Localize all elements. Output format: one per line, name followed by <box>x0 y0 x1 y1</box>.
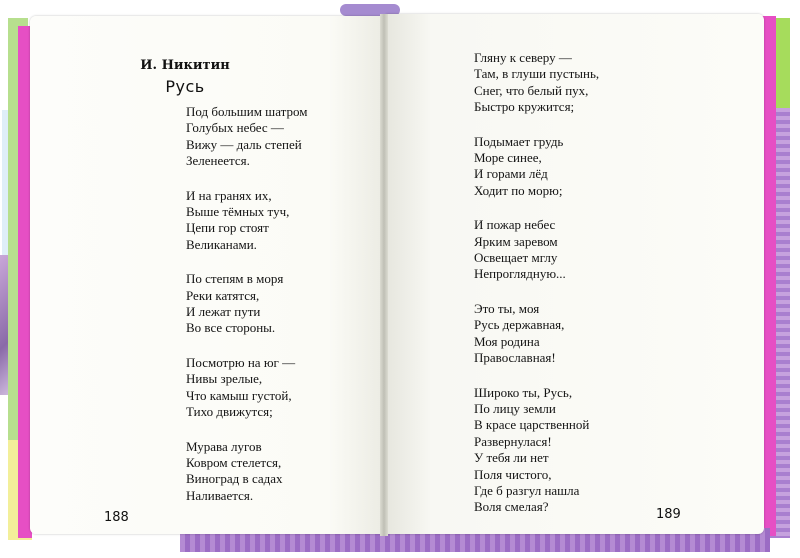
stanza <box>186 104 307 170</box>
poem-line: Нивы зрелые, <box>186 371 263 387</box>
poem-line: И горами лёд <box>474 166 548 182</box>
poem-line: Выше тёмных туч, <box>186 204 290 220</box>
poem-line: Реки катятся, <box>186 287 260 303</box>
poem-line: У тебя ли нет <box>474 450 549 466</box>
poem-line: Во все стороны. <box>186 320 276 336</box>
poem-text-left <box>186 104 307 522</box>
poem-line: Под большим шатром <box>186 104 308 119</box>
page-number-right: 189 <box>656 507 681 522</box>
poem-line: Ярким заревом <box>474 233 558 249</box>
poem-title: Русь <box>165 77 205 96</box>
book-spine <box>380 14 388 536</box>
poem-line: Мурава лугов <box>186 438 262 454</box>
poem-line: Гляну к северу — <box>474 50 572 65</box>
stanza <box>474 134 599 200</box>
poem-line: Где б разгул нашла <box>474 482 580 498</box>
poem-line: Широко ты, Русь, <box>474 384 573 400</box>
poem-line: Что камыш густой, <box>186 387 292 403</box>
poem-line: Ходит по морю; <box>474 182 563 198</box>
poem-line: Голубых небес — <box>186 120 284 136</box>
poem-line: По лицу земли <box>474 400 556 416</box>
poem-line: Наливается. <box>186 487 254 503</box>
poem-line: Непроглядную... <box>474 266 566 282</box>
poem-line: Снег, что белый пух, <box>474 82 589 98</box>
poem-line: И лежат пути <box>186 304 261 320</box>
stanza <box>186 355 307 421</box>
poem-line: Там, в глуши пустынь, <box>474 66 600 82</box>
poem-line: Виноград в садах <box>186 471 283 487</box>
poem-line: Поля чистого, <box>474 466 552 482</box>
stanza <box>474 301 599 367</box>
stanza <box>186 188 307 254</box>
poem-line: Вижу — даль степей <box>186 136 302 152</box>
poem-line: В красе царственной <box>474 417 590 433</box>
stanza <box>186 271 307 337</box>
stanza <box>474 217 599 283</box>
poem-line: Русь державная, <box>474 317 565 333</box>
poem-line: Православная! <box>474 350 556 366</box>
stanza <box>474 385 599 516</box>
poem-line: И пожар небес <box>474 217 556 233</box>
page-number-left: 188 <box>104 510 129 525</box>
poem-line: Это ты, моя <box>474 300 540 316</box>
stanza <box>186 439 307 505</box>
poem-line: Посмотрю на юг — <box>186 354 296 370</box>
poem-line: Зеленеется. <box>186 153 250 169</box>
poem-line: Моя родина <box>474 333 540 349</box>
poem-line: Великанами. <box>186 236 257 252</box>
poem-line: Воля смелая? <box>474 499 549 515</box>
poem-line: Море синее, <box>474 150 542 166</box>
poem-line: Ковром стелется, <box>186 454 282 470</box>
poem-line: Цепи гор стоят <box>186 220 269 236</box>
poem-line: Развернулася! <box>474 433 552 449</box>
poem-line: Быстро кружится; <box>474 99 575 115</box>
poem-author: И. Никитин <box>140 58 230 73</box>
stanza <box>474 50 599 116</box>
poem-line: Тихо движутся; <box>186 404 273 420</box>
poem-line: Подымает грудь <box>474 133 564 149</box>
poem-text-right <box>474 50 599 534</box>
poem-line: Освещает мглу <box>474 250 558 266</box>
poem-line: По степям в моря <box>186 271 284 287</box>
poem-line: И на гранях их, <box>186 187 272 203</box>
